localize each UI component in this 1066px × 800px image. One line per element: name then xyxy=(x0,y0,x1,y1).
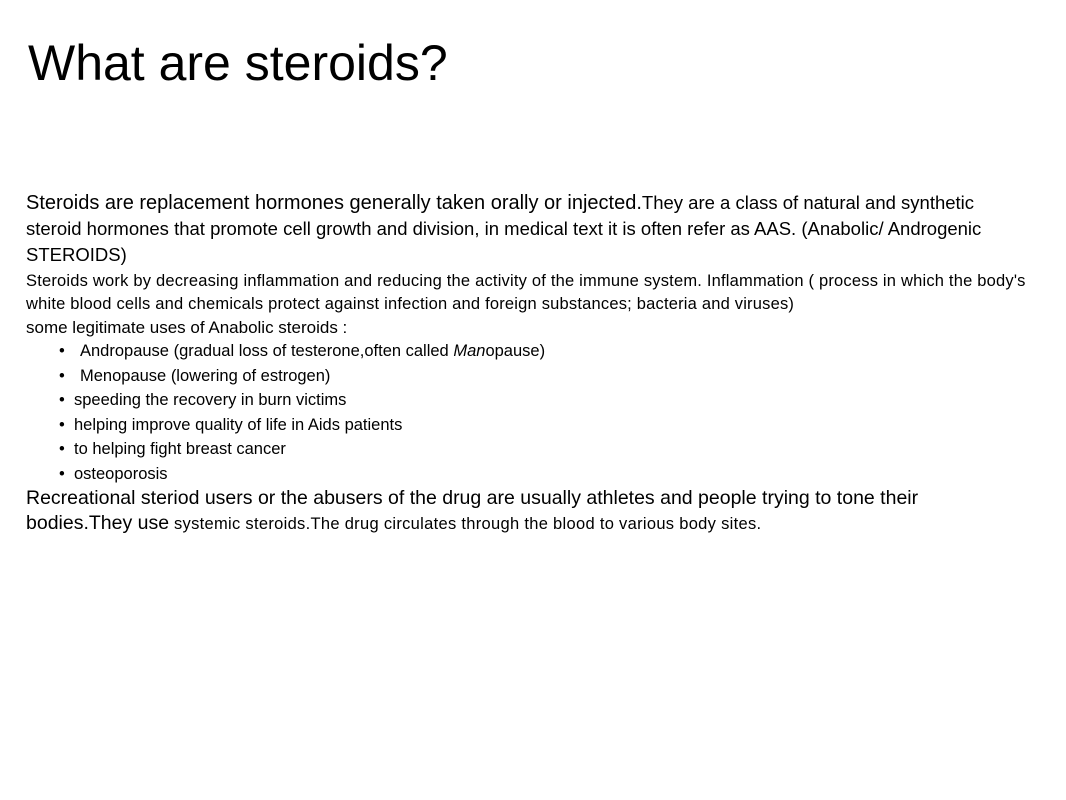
slide-body xyxy=(26,190,1026,537)
intro-paragraph xyxy=(26,190,1026,268)
intro-main-text: Steroids are replacement hormones generally taken orally or injected. xyxy=(26,192,642,214)
list-item xyxy=(26,413,1026,438)
list-item-text: Menopause (lowering of estrogen) xyxy=(80,366,331,385)
closing-main-text: Recreational steriod users or the abusers of the drug are usually athletes and people trying to tone their bodies.They use xyxy=(26,487,919,534)
closing-paragraph xyxy=(26,486,1026,537)
bullet-icon: • xyxy=(59,464,65,483)
intro-cont-text: They are a class of natural and synthetic steroid hormones that promote cell growth and division, in medical text it is often refer as AAS. (Anabolic/ Androgenic STEROIDS) xyxy=(26,192,982,265)
uses-list xyxy=(26,339,1026,486)
bullet-icon: • xyxy=(59,440,65,458)
list-item xyxy=(26,462,1026,487)
list-item xyxy=(26,339,1026,364)
bullet-icon: • xyxy=(59,342,65,360)
list-item-text: Andropause (gradual loss of testerone,often called Manopause) xyxy=(80,342,546,360)
list-item xyxy=(26,388,1026,413)
uses-heading: some legitimate uses of Anabolic steroids : xyxy=(26,318,348,337)
list-item-text: helping improve quality of life in Aids patients xyxy=(74,415,403,434)
list-item xyxy=(26,437,1026,462)
list-item-text: speeding the recovery in burn victims xyxy=(74,391,347,409)
list-item-text: to helping fight breast cancer xyxy=(74,440,286,458)
list-item-text: osteoporosis xyxy=(74,464,168,483)
mechanism-paragraph: Steroids work by decreasing inflammation and reducing the activity of the immune system. Inflammation ( process in which the body's white blood cells and chemicals protect against infection and foreign substances; bacteria and viruses) xyxy=(26,272,1026,313)
bullet-icon: • xyxy=(59,391,65,409)
bullet-icon: • xyxy=(59,366,65,385)
closing-small-text: systemic steroids.The drug circulates through the blood to various body sites. xyxy=(169,515,762,533)
bullet-icon: • xyxy=(59,415,65,434)
list-item xyxy=(26,364,1026,389)
slide-title: What are steroids? xyxy=(28,35,448,91)
